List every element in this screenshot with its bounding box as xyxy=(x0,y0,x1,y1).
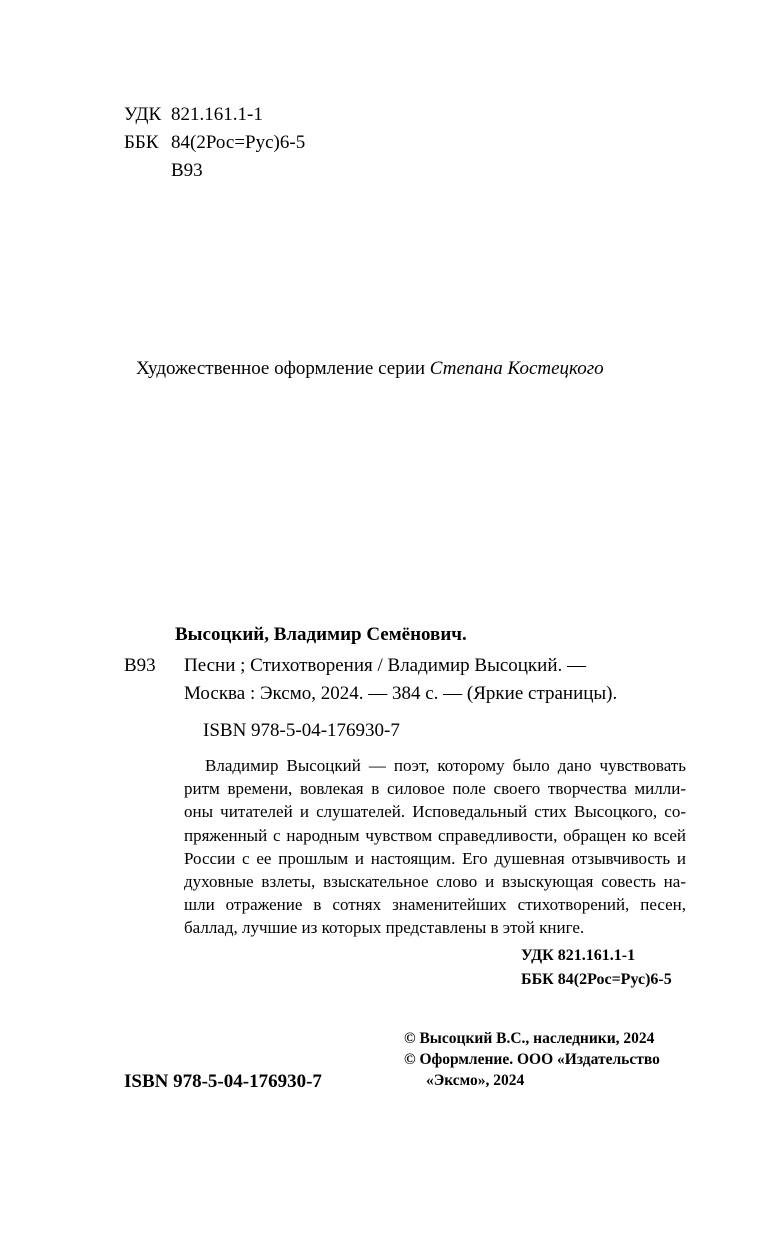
udk-label: УДК xyxy=(124,104,162,125)
top-classification-codes xyxy=(124,101,305,185)
record-isbn: ISBN 978-5-04-176930-7 xyxy=(203,720,400,741)
annotation-line: шли отражение в сотнях знаменитейших стихотворений, песен, xyxy=(184,895,686,915)
bottom-classification-codes xyxy=(521,944,672,992)
isbn-bottom: ISBN 978-5-04-176930-7 xyxy=(124,1071,322,1092)
author-code: В93 xyxy=(124,655,156,676)
bottom-bbk: ББК 84(2Рос=Рус)6-5 xyxy=(521,971,672,988)
annotation-line: оны читателей и слушателей. Исповедальный стих Высоцкого, со- xyxy=(184,802,686,822)
bottom-udk: УДК 821.161.1-1 xyxy=(521,947,636,964)
design-credit-text: Художественное оформление серии xyxy=(136,358,426,379)
bbk-label: ББК xyxy=(124,132,159,153)
annotation-line: баллад, лучшие из которых представлены в этой книге. xyxy=(184,918,585,938)
title-text: Песни ; Стихотворения / Владимир Высоцкий. — xyxy=(184,655,586,676)
copyright-line-3: «Эксмо», 2024 xyxy=(426,1072,525,1089)
title-line-1 xyxy=(124,652,617,680)
title-line-2: Москва : Эксмо, 2024. — 384 с. — (Яркие страницы). xyxy=(184,683,618,704)
bbk-value: 84(2Рос=Рус)6-5 xyxy=(171,132,306,153)
designer-name: Степана Костецкого xyxy=(429,358,604,379)
copyright-line-1: © Высоцкий В.С., наследники, 2024 xyxy=(404,1030,655,1047)
annotation xyxy=(184,754,686,940)
copyright-line-2: © Оформление. ООО «Издательство xyxy=(404,1051,660,1068)
annotation-line: Владимир Высоцкий — поэт, которому было дано чувствовать xyxy=(205,756,686,775)
design-credit xyxy=(136,356,604,382)
annotation-line: пряженный с народным чувством справедливости, обращен ко всей xyxy=(184,825,686,845)
bibliographic-record xyxy=(124,652,617,708)
annotation-line: духовные взлеты, взыскательное слово и взыскующая совесть на- xyxy=(184,872,686,892)
annotation-line: ритм времени, вовлекая в силовое поле своего творчества милли- xyxy=(184,779,686,799)
bbk-line xyxy=(124,129,305,157)
udk-line xyxy=(124,101,305,129)
annotation-line: России с ее прошлым и настоящим. Его душевная отзывчивость и xyxy=(184,848,686,868)
copyright-block xyxy=(404,1028,660,1091)
author-code-top: В93 xyxy=(171,160,203,181)
author-heading: Высоцкий, Владимир Семёнович. xyxy=(175,624,467,645)
udk-value: 821.161.1-1 xyxy=(171,104,263,125)
